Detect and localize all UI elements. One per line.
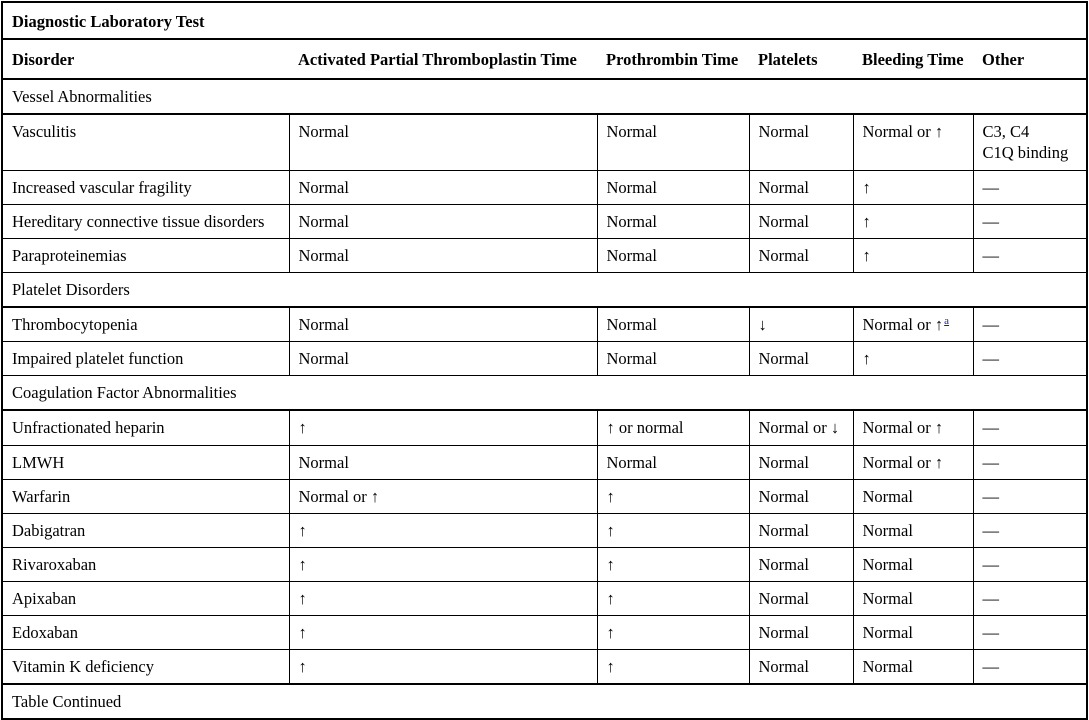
cell-platelets: Normal	[749, 114, 853, 170]
section-header-row	[2, 376, 1087, 411]
cell-platelets: ↓	[749, 307, 853, 342]
section-heading: Coagulation Factor Abnormalities	[2, 376, 1087, 411]
cell-other-line-2: C1Q binding	[982, 143, 1069, 163]
cell-aptt: ↑	[289, 513, 597, 547]
cell-other: —	[973, 616, 1087, 650]
cell-platelets: Normal or ↓	[749, 410, 853, 445]
cell-platelets: Normal	[749, 342, 853, 376]
cell-bleeding-time: Normal	[853, 582, 973, 616]
cell-bleeding-time: Normal	[853, 616, 973, 650]
column-header-row	[2, 39, 1087, 79]
cell-other: —	[973, 582, 1087, 616]
cell-bleeding-time: Normal	[853, 650, 973, 685]
cell-bleeding-time	[853, 307, 973, 342]
cell-platelets: Normal	[749, 513, 853, 547]
cell-other-line-1: C3, C4	[982, 122, 1030, 142]
cell-disorder: Thrombocytopenia	[2, 307, 289, 342]
lab-table-container	[0, 1, 1089, 720]
cell-aptt: Normal	[289, 445, 597, 479]
table-row	[2, 479, 1087, 513]
cell-disorder: Dabigatran	[2, 513, 289, 547]
cell-platelets: Normal	[749, 582, 853, 616]
cell-prothrombin-time: Normal	[597, 170, 749, 204]
column-header-other: Other	[973, 39, 1087, 79]
cell-other: —	[973, 513, 1087, 547]
cell-prothrombin-time: ↑	[597, 616, 749, 650]
cell-disorder: Unfractionated heparin	[2, 410, 289, 445]
cell-platelets: Normal	[749, 616, 853, 650]
cell-disorder: Edoxaban	[2, 616, 289, 650]
cell-bleeding-time: Normal	[853, 513, 973, 547]
cell-aptt: ↑	[289, 547, 597, 581]
table-row	[2, 445, 1087, 479]
cell-prothrombin-time: ↑	[597, 547, 749, 581]
footnote-link-a[interactable]: a	[944, 314, 950, 327]
cell-other: —	[973, 547, 1087, 581]
cell-disorder: Hereditary connective tissue disorders	[2, 204, 289, 238]
cell-bleeding-time-text: Normal or ↑	[862, 315, 944, 335]
column-header-activated-partial-thromboplastin-time: Activated Partial Thromboplastin Time	[289, 39, 597, 79]
cell-disorder: Warfarin	[2, 479, 289, 513]
cell-prothrombin-time: ↑	[597, 479, 749, 513]
cell-other: —	[973, 650, 1087, 685]
cell-prothrombin-time: Normal	[597, 307, 749, 342]
table-row	[2, 114, 1087, 170]
table-row	[2, 204, 1087, 238]
cell-platelets: Normal	[749, 238, 853, 272]
section-heading: Platelet Disorders	[2, 273, 1087, 308]
cell-disorder: Rivaroxaban	[2, 547, 289, 581]
cell-bleeding-time: ↑	[853, 170, 973, 204]
cell-disorder: Vasculitis	[2, 114, 289, 170]
cell-other: —	[973, 479, 1087, 513]
cell-other: —	[973, 204, 1087, 238]
cell-prothrombin-time: ↑	[597, 582, 749, 616]
table-row	[2, 650, 1087, 685]
cell-bleeding-time: Normal or ↑	[853, 445, 973, 479]
cell-bleeding-time: Normal	[853, 479, 973, 513]
cell-aptt: Normal or ↑	[289, 479, 597, 513]
cell-other: —	[973, 238, 1087, 272]
diagnostic-laboratory-test-table	[1, 1, 1088, 720]
cell-aptt: ↑	[289, 616, 597, 650]
section-header-row	[2, 273, 1087, 308]
cell-aptt: ↑	[289, 582, 597, 616]
cell-aptt: ↑	[289, 650, 597, 685]
table-title: Diagnostic Laboratory Test	[2, 2, 1087, 39]
cell-bleeding-time: Normal	[853, 547, 973, 581]
table-row	[2, 582, 1087, 616]
cell-prothrombin-time: ↑	[597, 513, 749, 547]
cell-prothrombin-time: Normal	[597, 445, 749, 479]
cell-other: —	[973, 410, 1087, 445]
cell-disorder: LMWH	[2, 445, 289, 479]
table-footer-row	[2, 684, 1087, 719]
cell-disorder: Paraproteinemias	[2, 238, 289, 272]
cell-aptt: Normal	[289, 238, 597, 272]
cell-aptt: Normal	[289, 307, 597, 342]
cell-prothrombin-time: Normal	[597, 238, 749, 272]
table-row	[2, 342, 1087, 376]
column-header-platelets: Platelets	[749, 39, 853, 79]
section-heading: Vessel Abnormalities	[2, 79, 1087, 114]
cell-bleeding-time: Normal or ↑	[853, 114, 973, 170]
cell-disorder: Vitamin K deficiency	[2, 650, 289, 685]
table-row	[2, 307, 1087, 342]
cell-platelets: Normal	[749, 445, 853, 479]
table-row	[2, 410, 1087, 445]
table-title-row	[2, 2, 1087, 39]
section-header-row	[2, 79, 1087, 114]
cell-prothrombin-time: Normal	[597, 114, 749, 170]
cell-prothrombin-time: Normal	[597, 204, 749, 238]
cell-other	[973, 114, 1087, 170]
cell-aptt: Normal	[289, 342, 597, 376]
cell-bleeding-time: ↑	[853, 342, 973, 376]
cell-other: —	[973, 170, 1087, 204]
cell-platelets: Normal	[749, 204, 853, 238]
cell-bleeding-time: ↑	[853, 238, 973, 272]
cell-other: —	[973, 342, 1087, 376]
cell-other: —	[973, 307, 1087, 342]
cell-bleeding-time: ↑	[853, 204, 973, 238]
table-row	[2, 616, 1087, 650]
cell-platelets: Normal	[749, 650, 853, 685]
cell-disorder: Increased vascular fragility	[2, 170, 289, 204]
cell-aptt: Normal	[289, 114, 597, 170]
cell-disorder: Impaired platelet function	[2, 342, 289, 376]
cell-prothrombin-time: ↑	[597, 650, 749, 685]
column-header-disorder: Disorder	[2, 39, 289, 79]
cell-bleeding-time: Normal or ↑	[853, 410, 973, 445]
cell-platelets: Normal	[749, 547, 853, 581]
cell-prothrombin-time: ↑ or normal	[597, 410, 749, 445]
cell-aptt: Normal	[289, 204, 597, 238]
table-row	[2, 170, 1087, 204]
cell-prothrombin-time: Normal	[597, 342, 749, 376]
column-header-prothrombin-time: Prothrombin Time	[597, 39, 749, 79]
cell-aptt: ↑	[289, 410, 597, 445]
table-row	[2, 547, 1087, 581]
cell-disorder: Apixaban	[2, 582, 289, 616]
cell-aptt: Normal	[289, 170, 597, 204]
cell-platelets: Normal	[749, 479, 853, 513]
table-continued-label: Table Continued	[2, 684, 1087, 719]
cell-platelets: Normal	[749, 170, 853, 204]
cell-other: —	[973, 445, 1087, 479]
column-header-bleeding-time: Bleeding Time	[853, 39, 973, 79]
table-row	[2, 238, 1087, 272]
table-row	[2, 513, 1087, 547]
